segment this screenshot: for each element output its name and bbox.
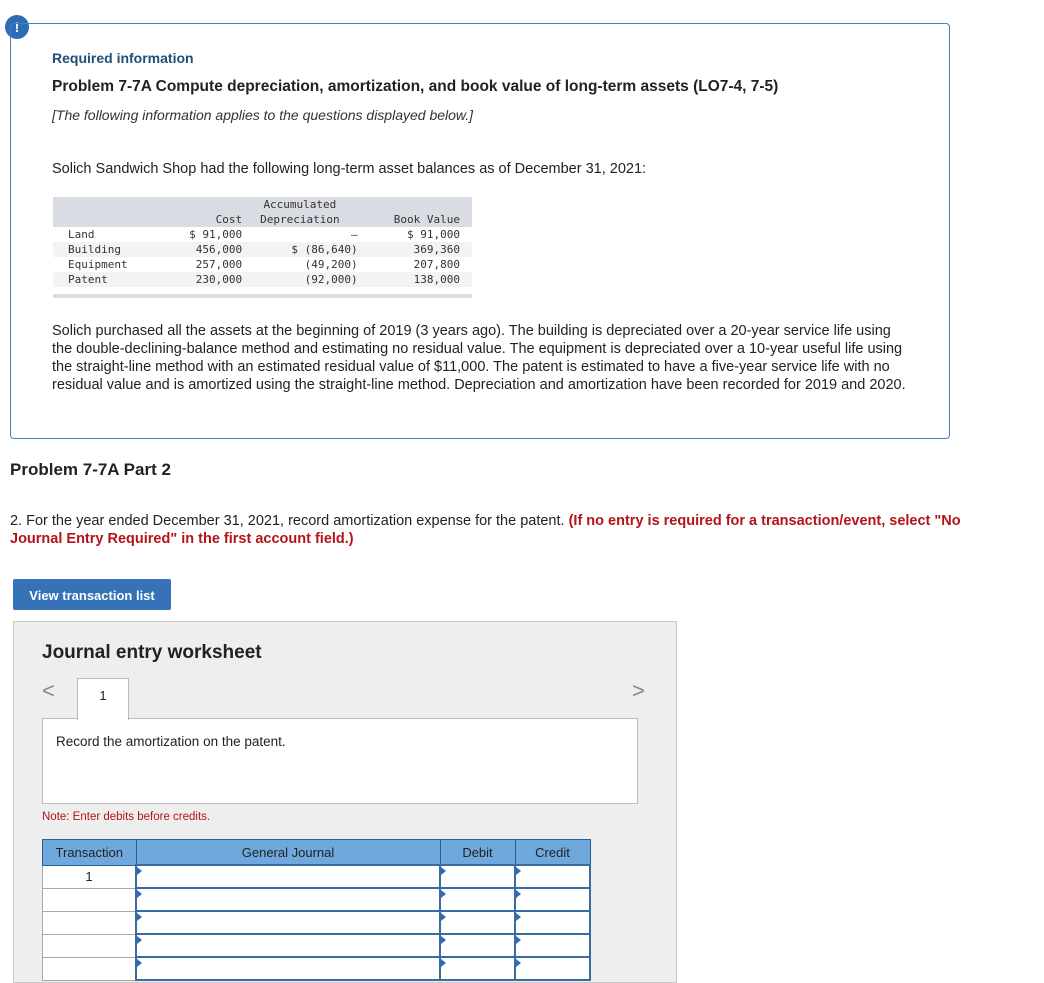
credit-input[interactable] (515, 957, 590, 980)
asset-acc-dep: – (350, 228, 358, 241)
transaction-number (43, 911, 137, 934)
asset-book-value: 369,360 (413, 243, 460, 256)
dropdown-arrow-icon (137, 959, 142, 967)
account-dropdown[interactable] (136, 911, 440, 934)
input-marker-icon (441, 913, 446, 921)
debit-input[interactable] (440, 957, 515, 980)
asset-book-value: $ 91,000 (407, 228, 460, 241)
asset-book-value: 207,800 (413, 258, 460, 271)
question-body: 2. For the year ended December 31, 2021, record amortization expense for the patent. (10, 513, 565, 529)
account-dropdown[interactable] (136, 957, 440, 980)
input-marker-icon (441, 867, 446, 875)
intro-text: Solich Sandwich Shop had the following long-term asset balances as of December 31, 2021: (52, 161, 647, 177)
input-marker-icon (516, 913, 521, 921)
asset-cost: $ 91,000 (189, 228, 243, 241)
entry-description: Record the amortization on the patent. (56, 734, 286, 749)
transaction-number (43, 957, 137, 980)
part-title: Problem 7-7A Part 2 (10, 460, 171, 479)
debit-input[interactable] (440, 934, 515, 957)
header-book-value: Book Value (393, 213, 460, 226)
journal-entry-worksheet (13, 621, 677, 983)
header-acc-line2: Depreciation (260, 213, 340, 226)
worksheet-tab-1[interactable]: 1 (77, 678, 129, 720)
asset-book-value: 138,000 (413, 273, 460, 286)
asset-acc-dep: (49,200) (304, 258, 358, 271)
col-general-journal: General Journal (136, 840, 440, 866)
journal-row (43, 957, 591, 980)
journal-row (43, 934, 591, 957)
account-dropdown[interactable] (136, 888, 440, 911)
problem-note: [The following information applies to the questions displayed below.] (52, 107, 474, 123)
debit-input[interactable] (440, 888, 515, 911)
view-transaction-list-button[interactable]: View transaction list (13, 579, 171, 610)
debits-note: Note: Enter debits before credits. (42, 811, 211, 823)
table-row (53, 272, 472, 287)
dropdown-arrow-icon (137, 867, 142, 875)
asset-name: Building (68, 243, 121, 256)
journal-row (43, 888, 591, 911)
dropdown-arrow-icon (137, 936, 142, 944)
header-blank (53, 197, 163, 227)
question-instruction: (If no entry is required for a transaction/event, select "No Journal Entry Required" in the first account field.) (10, 513, 961, 547)
col-transaction: Transaction (43, 840, 137, 866)
asset-cost: 257,000 (195, 258, 243, 271)
debit-input[interactable] (440, 865, 515, 888)
journal-row (43, 865, 591, 888)
asset-acc-dep: $ (86,640) (291, 243, 358, 256)
account-dropdown[interactable] (136, 934, 440, 957)
question-text (10, 512, 1010, 548)
asset-cost: 230,000 (195, 273, 243, 286)
asset-name: Patent (68, 273, 108, 286)
header-cost: Cost (215, 213, 243, 226)
required-info-heading: Required information (52, 50, 194, 66)
asset-name: Land (68, 228, 95, 241)
purchase-description: Solich purchased all the assets at the beginning of 2019 (3 years ago). The building is depreciated over a 20-year service life using the double-declining-balance method and estimating no residual value. The equipment is depreciated over a 10-year useful life using the straight-line method with an estimated residual value of $11,000. The patent is estimated to have a five-year service life with no residual value and is amortized using the straight-line method. Depreciation and amortization have been recorded for 2019 and 2020. (52, 323, 906, 393)
problem-title: Problem 7-7A Compute depreciation, amortization, and book value of long-term assets (LO7-4, 7-5) (52, 78, 779, 95)
credit-input[interactable] (515, 865, 590, 888)
header-acc-line1: Accumulated (263, 198, 337, 211)
dropdown-arrow-icon (137, 890, 142, 898)
table-bottom-bar (53, 294, 472, 298)
input-marker-icon (516, 936, 521, 944)
table-row (53, 242, 472, 257)
journal-row (43, 911, 591, 934)
credit-input[interactable] (515, 934, 590, 957)
account-dropdown[interactable] (136, 865, 440, 888)
input-marker-icon (441, 959, 446, 967)
chevron-right-icon[interactable]: > (632, 678, 645, 703)
credit-input[interactable] (515, 888, 590, 911)
asset-cost: 456,000 (195, 243, 243, 256)
header-accumulated-depreciation (242, 197, 357, 227)
entry-description-box (42, 718, 638, 804)
input-marker-icon (441, 890, 446, 898)
transaction-number: 1 (43, 865, 137, 888)
alert-icon: ! (5, 15, 29, 39)
transaction-number (43, 888, 137, 911)
col-debit: Debit (440, 840, 515, 866)
dropdown-arrow-icon (137, 913, 142, 921)
asset-balance-table (53, 197, 472, 287)
asset-name: Equipment (68, 258, 128, 271)
chevron-left-icon[interactable]: < (42, 678, 55, 703)
worksheet-title: Journal entry worksheet (42, 642, 262, 663)
asset-acc-dep: (92,000) (304, 273, 358, 286)
journal-table (42, 839, 591, 981)
credit-input[interactable] (515, 911, 590, 934)
table-row (53, 257, 472, 272)
input-marker-icon (516, 890, 521, 898)
debit-input[interactable] (440, 911, 515, 934)
transaction-number (43, 934, 137, 957)
table-row (53, 227, 472, 242)
input-marker-icon (516, 959, 521, 967)
col-credit: Credit (515, 840, 590, 866)
input-marker-icon (516, 867, 521, 875)
input-marker-icon (441, 936, 446, 944)
